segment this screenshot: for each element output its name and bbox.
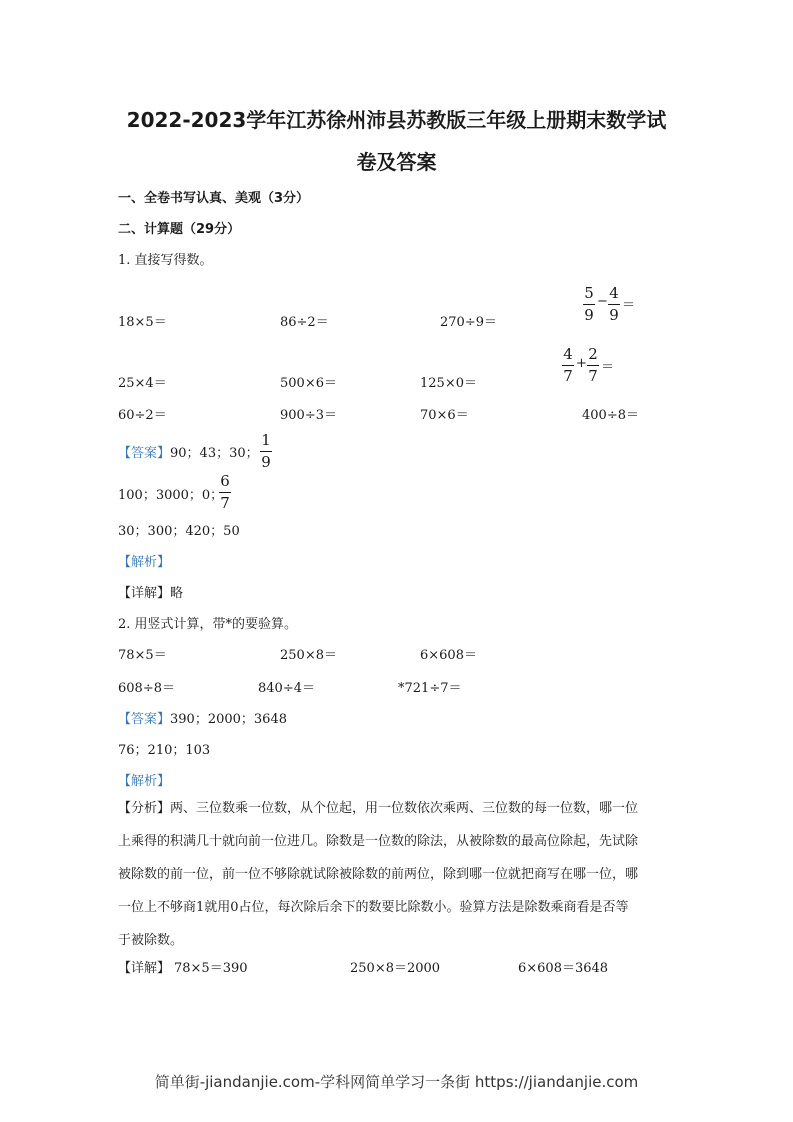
q1-problem: 270÷9＝ [440, 315, 497, 330]
analysis-line: 于被除数。 [118, 933, 184, 948]
fraction: 4 9 [609, 284, 619, 324]
answer-fraction: 1 9 [261, 431, 271, 471]
q1-prompt: 1. 直接写得数。 [118, 253, 213, 268]
fraction: 2 7 [588, 345, 598, 385]
equals-sign: ＝ [601, 360, 615, 375]
detail-item: 78×5＝390 [174, 961, 248, 976]
analysis-line: 被除数的前一位，前一位不够除就试除被除数的前两位，除到哪一位就把商写在哪一位，哪 [118, 867, 639, 882]
answer-label: 【答案】 [118, 712, 171, 727]
section-heading-1: 一、全卷书写认真、美观（3分） [118, 191, 310, 206]
section-heading-2: 二、计算题（29分） [118, 222, 241, 237]
detail-text: 【详解】略 [118, 586, 184, 601]
q2-problem: 78×5＝ [118, 648, 167, 663]
q1-answer-line-2: 100；3000；0； [118, 488, 224, 503]
q1-problem: 900÷3＝ [280, 408, 337, 423]
analysis-label: 【解析】 [118, 555, 171, 570]
page-title-line-2: 卷及答案 [356, 150, 437, 174]
analysis-paragraph [118, 792, 678, 957]
analysis-line: 【分析】两、三位数乘一位数，从个位起，用一位数依次乘两、三位数的每一位数，哪一位 [118, 801, 639, 816]
q2-prompt: 2. 用竖式计算，带*的要验算。 [118, 617, 298, 632]
answer-values: 390；2000；3648 [170, 712, 287, 727]
detail-label: 【详解】 [118, 961, 171, 976]
fraction-operator: − [597, 294, 608, 309]
q1-problem: 60÷2＝ [118, 408, 167, 423]
answer-label: 【答案】 [118, 446, 171, 461]
q1-problem: 500×6＝ [280, 376, 337, 391]
q1-answer-line-3: 30；300；420；50 [118, 524, 240, 539]
fraction: 5 9 [584, 284, 594, 324]
detail-item: 250×8＝2000 [350, 961, 441, 976]
answer-fraction: 6 7 [220, 472, 230, 512]
q2-problem: 250×8＝ [280, 648, 337, 663]
q1-problem: 18×5＝ [118, 315, 167, 330]
q2-problem: 6×608＝ [420, 648, 477, 663]
fraction-operator: + [576, 356, 587, 371]
q1-problem: 25×4＝ [118, 376, 167, 391]
detail-item: 6×608＝3648 [518, 961, 609, 976]
q2-answer-line-2: 76；210；103 [118, 743, 211, 758]
q1-answer-line-1 [118, 442, 259, 461]
q1-problem: 400÷8＝ [582, 408, 639, 423]
fraction: 4 7 [563, 345, 573, 385]
q1-problem: 86÷2＝ [280, 315, 329, 330]
analysis-label: 【解析】 [118, 774, 171, 789]
analysis-line: 一位上不够商1就用0占位，每次除后余下的数要比除数小。验算方法是除数乘商看是否等 [118, 900, 629, 915]
analysis-line: 上乘得的积满几十就向前一位进几。除数是一位数的除法，从被除数的最高位除起，先试除 [118, 834, 639, 849]
equals-sign: ＝ [622, 298, 636, 313]
answer-values: 90；43；30； [170, 446, 259, 461]
q2-answer-line-1 [118, 708, 287, 727]
page-title-line-1: 2022-2023学年江苏徐州沛县苏教版三年级上册期末数学试 [126, 108, 667, 132]
q2-problem: *721÷7＝ [398, 681, 462, 696]
q2-problem: 608÷8＝ [118, 681, 175, 696]
q1-problem: 70×6＝ [420, 408, 469, 423]
q2-problem: 840÷4＝ [258, 681, 315, 696]
footer-watermark-text: 简单街-jiandanjie.com-学科网简单学习一条街 https://jiandanjie.com [154, 1073, 639, 1091]
q1-problem: 125×0＝ [420, 376, 477, 391]
